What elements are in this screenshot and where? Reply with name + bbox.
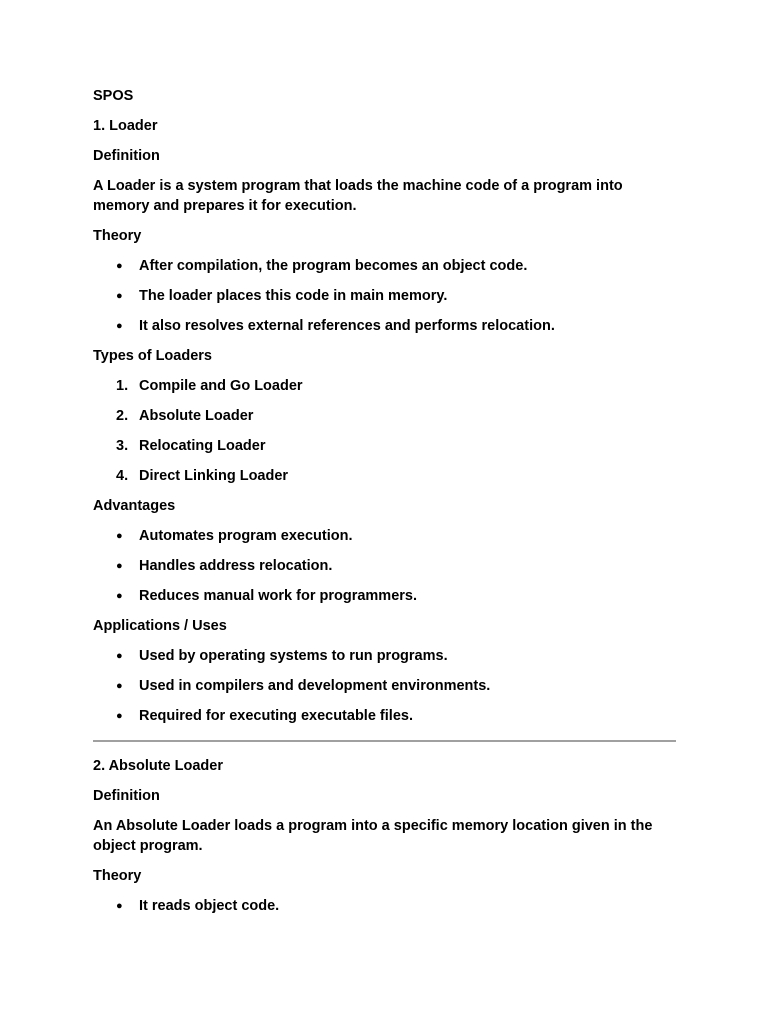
document-page — [93, 86, 693, 926]
list-item: ● Used in compilers and development environments. — [116, 678, 491, 694]
theory-list — [93, 896, 693, 916]
list-item: ● Required for executing executable files. — [116, 708, 413, 724]
applications-list — [93, 646, 693, 726]
list-item: 1. Compile and Go Loader — [116, 378, 303, 394]
advantages-list — [93, 526, 693, 606]
bullet-icon: ● — [116, 260, 123, 272]
bullet-icon: ● — [116, 290, 123, 302]
bullet-icon: ● — [116, 900, 123, 912]
list-item: ● Automates program execution. — [116, 528, 353, 544]
bullet-icon: ● — [116, 590, 123, 602]
bullet-icon: ● — [116, 320, 123, 332]
list-item: ● Handles address relocation. — [116, 558, 333, 574]
definition-text: A Loader is a system program that loads the machine code of a program into memory and prepares it for execution. — [93, 178, 623, 214]
list-item: 3. Relocating Loader — [116, 438, 266, 454]
theory-list — [93, 256, 693, 336]
bullet-icon: ● — [116, 560, 123, 572]
definition-label: Definition — [93, 788, 160, 804]
document-title: SPOS — [93, 88, 134, 104]
list-item: 2. Absolute Loader — [116, 408, 254, 424]
list-item: ● Used by operating systems to run programs. — [116, 648, 448, 664]
section-heading-loader: 1. Loader — [93, 118, 158, 134]
bullet-icon: ● — [116, 710, 123, 722]
section-heading-absolute-loader: 2. Absolute Loader — [93, 758, 223, 774]
advantages-label: Advantages — [93, 498, 176, 514]
list-item: ● Reduces manual work for programmers. — [116, 588, 417, 604]
section-divider — [93, 740, 676, 742]
bullet-icon: ● — [116, 650, 123, 662]
types-label: Types of Loaders — [93, 348, 212, 364]
list-item: 4. Direct Linking Loader — [116, 468, 289, 484]
list-item: ● The loader places this code in main memory. — [116, 288, 448, 304]
bullet-icon: ● — [116, 680, 123, 692]
applications-label: Applications / Uses — [93, 618, 227, 634]
list-item: ● After compilation, the program becomes an object code. — [116, 258, 528, 274]
definition-label: Definition — [93, 148, 160, 164]
bullet-icon: ● — [116, 530, 123, 542]
list-item: ● It reads object code. — [116, 898, 280, 914]
list-item: ● It also resolves external references and performs relocation. — [116, 318, 555, 334]
theory-label: Theory — [93, 228, 142, 244]
definition-text: An Absolute Loader loads a program into a specific memory location given in the object program. — [93, 818, 653, 854]
theory-label: Theory — [93, 868, 142, 884]
types-list — [93, 376, 693, 486]
